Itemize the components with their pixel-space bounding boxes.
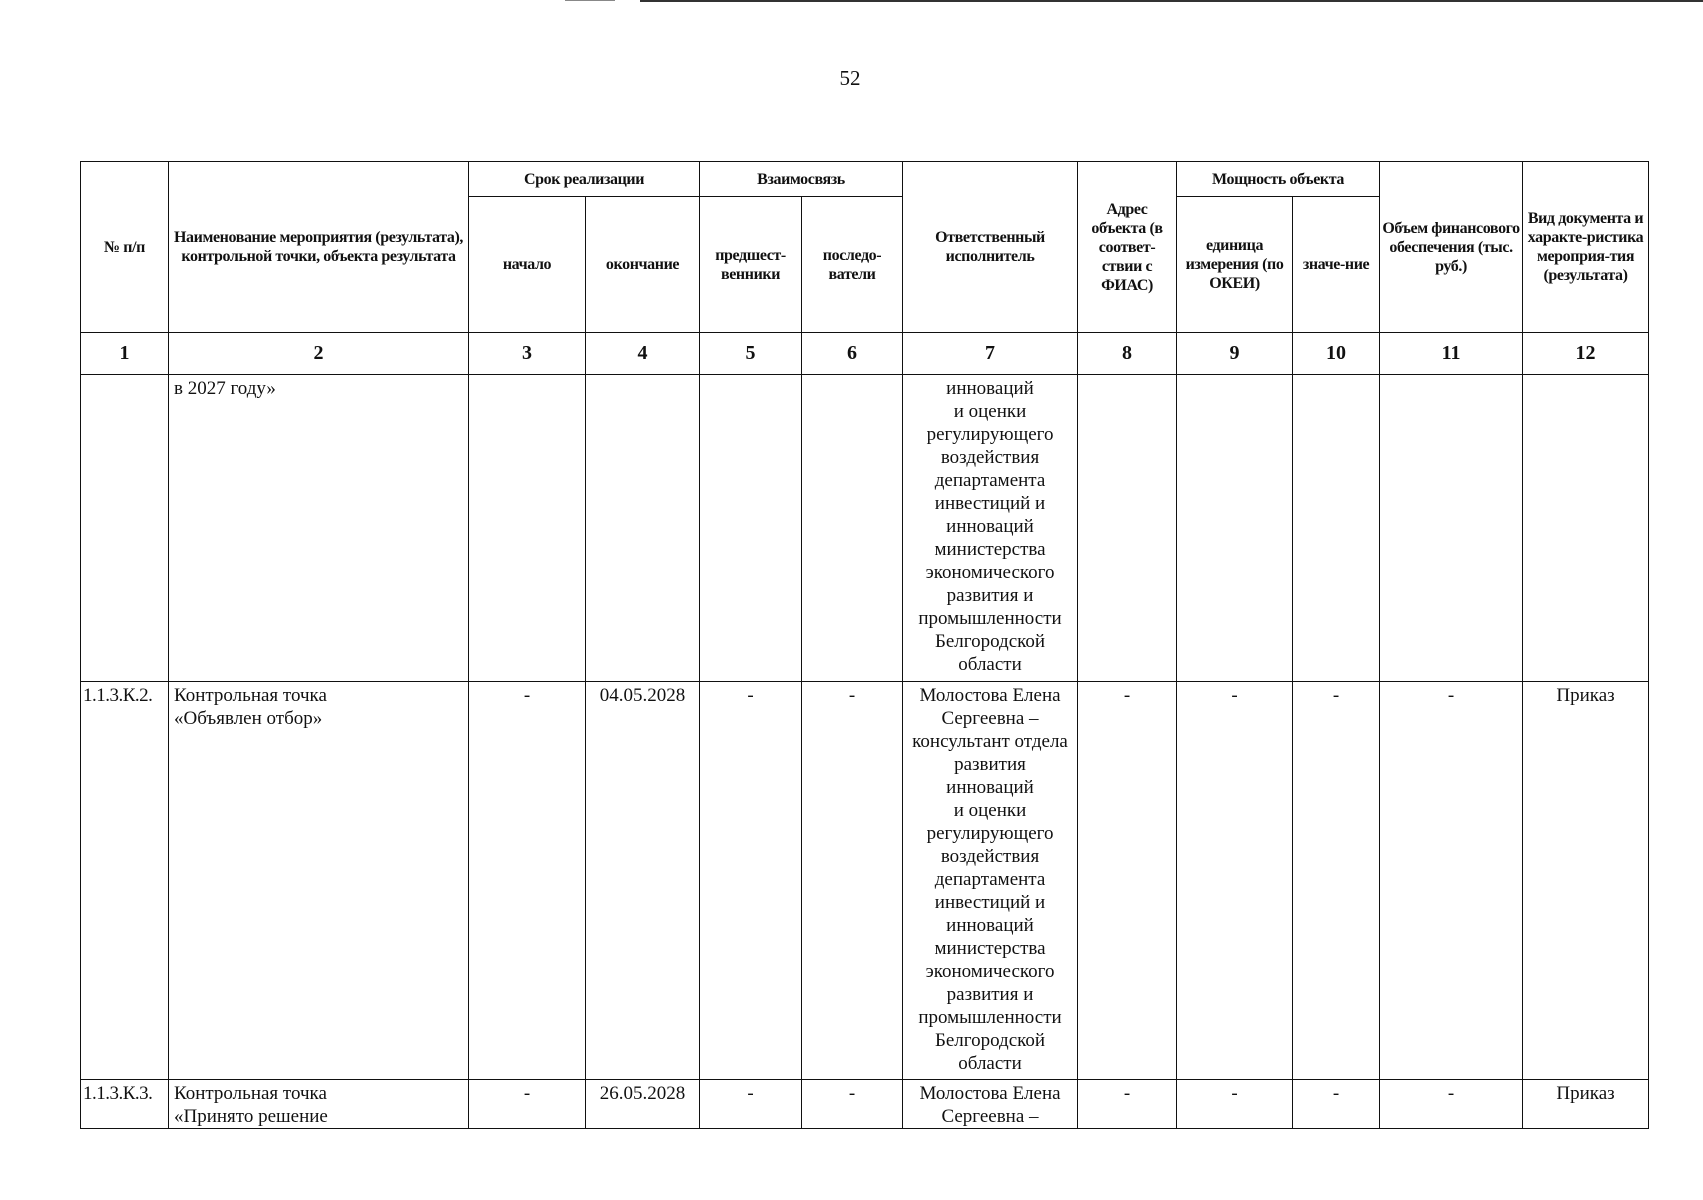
row-responsible: Молостова Елена Сергеевна – консультант отдела развития инноваций и оценки регулирующего воздействия департамента инвестиций и инноваций министерства экономического развития и промышленности Белгородской области: [903, 682, 1078, 1080]
row-doc-type: Приказ: [1523, 682, 1649, 1080]
header-term-end: окончание: [586, 197, 700, 333]
row-successors: -: [802, 682, 903, 1080]
column-number: 12: [1523, 333, 1649, 375]
row-address: [1078, 375, 1177, 682]
row-end: [586, 375, 700, 682]
row-finance: -: [1380, 682, 1523, 1080]
row-doc-type: Приказ: [1523, 1080, 1649, 1129]
row-end: 26.05.2028: [586, 1080, 700, 1129]
column-number: 6: [802, 333, 903, 375]
row-start: -: [469, 682, 586, 1080]
column-number: 4: [586, 333, 700, 375]
row-predecessors: [700, 375, 802, 682]
top-border-line: [640, 0, 1703, 2]
row-successors: -: [802, 1080, 903, 1129]
header-responsible: Ответственный исполнитель: [903, 162, 1078, 333]
row-address: -: [1078, 1080, 1177, 1129]
row-predecessors: -: [700, 682, 802, 1080]
row-value: [1293, 375, 1380, 682]
row-unit: -: [1177, 682, 1293, 1080]
column-number: 2: [169, 333, 469, 375]
row-end: 04.05.2028: [586, 682, 700, 1080]
column-number: 3: [469, 333, 586, 375]
row-unit: -: [1177, 1080, 1293, 1129]
header-name: Наименование мероприятия (результата), контрольной точки, объекта результата: [169, 162, 469, 333]
page-number: 52: [839, 66, 861, 90]
scan-artifact-line: [565, 0, 615, 1]
header-doc-type: Вид документа и характе-ристика мероприя-тия (результата): [1523, 162, 1649, 333]
row-finance: [1380, 375, 1523, 682]
table-row: [81, 375, 1649, 682]
header-num: № п/п: [81, 162, 169, 333]
table-row: [81, 1080, 1649, 1129]
row-number: [81, 375, 169, 682]
header-capacity-unit: единица измерения (по ОКЕИ): [1177, 197, 1293, 333]
column-number-row: [81, 333, 1649, 375]
column-number: 9: [1177, 333, 1293, 375]
column-number: 1: [81, 333, 169, 375]
header-link-succ: последо-ватели: [802, 197, 903, 333]
header-capacity-value: значе-ние: [1293, 197, 1380, 333]
column-number: 11: [1380, 333, 1523, 375]
header-link-pred: предшест-венники: [700, 197, 802, 333]
row-number: 1.1.3.К.3.: [81, 1080, 169, 1129]
row-name: Контрольная точка «Объявлен отбор»: [169, 682, 469, 1080]
column-number: 8: [1078, 333, 1177, 375]
header-address: Адрес объекта (в соответ-ствии с ФИАС): [1078, 162, 1177, 333]
row-start: -: [469, 1080, 586, 1129]
header-link-group: Взаимосвязь: [700, 162, 903, 197]
header-term-group: Срок реализации: [469, 162, 700, 197]
row-successors: [802, 375, 903, 682]
row-doc-type: [1523, 375, 1649, 682]
header-finance: Объем финансового обеспечения (тыс. руб.): [1380, 162, 1523, 333]
header-capacity-group: Мощность объекта: [1177, 162, 1380, 197]
row-value: -: [1293, 1080, 1380, 1129]
row-value: -: [1293, 682, 1380, 1080]
table-row: [81, 682, 1649, 1080]
row-finance: -: [1380, 1080, 1523, 1129]
row-start: [469, 375, 586, 682]
row-unit: [1177, 375, 1293, 682]
implementation-plan-table: [80, 161, 1649, 1129]
row-predecessors: -: [700, 1080, 802, 1129]
row-name: Контрольная точка «Принято решение: [169, 1080, 469, 1129]
column-number: 5: [700, 333, 802, 375]
row-name: в 2027 году»: [169, 375, 469, 682]
row-number: 1.1.3.К.2.: [81, 682, 169, 1080]
header-term-start: начало: [469, 197, 586, 333]
row-responsible: инноваций и оценки регулирующего воздействия департамента инвестиций и инноваций министерства экономического развития и промышленности Белгородской области: [903, 375, 1078, 682]
row-address: -: [1078, 682, 1177, 1080]
column-number: 7: [903, 333, 1078, 375]
column-number: 10: [1293, 333, 1380, 375]
row-responsible: Молостова Елена Сергеевна –: [903, 1080, 1078, 1129]
